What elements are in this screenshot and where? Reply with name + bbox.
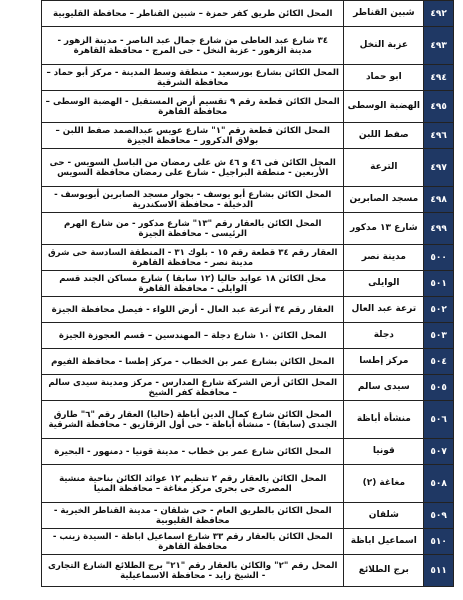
table-row	[42, 529, 454, 555]
address-cell: العقار رقم ٣٤ قطعة رقم ١٥ - بلوك ٣١ - المنطقة السادسة حى شرق مدينة نصر - محافظة القاهرة	[42, 245, 344, 271]
branches-table-body	[42, 1, 454, 587]
row-number-cell: ٥٠٩	[424, 503, 454, 529]
table-row	[42, 91, 454, 123]
branch-name-cell: برج الطلائع	[344, 555, 424, 587]
address-cell: المحل الكائن طريق كفر حمزة – شبين القناطر – محافظة القليوبية	[42, 1, 344, 27]
branch-name-cell: شارع ١٣ مدكور	[344, 213, 424, 245]
row-number-cell: ٤٩٩	[424, 213, 454, 245]
address-cell: ٣٤ شارع عبد العاطى من شارع جمال عبد الناصر - مدينة الزهور - مدينة الزهور - عزبة النخل - حى المرج - محافظة القاهرة	[42, 27, 344, 65]
table-row	[42, 439, 454, 465]
branch-name-cell: مدينة نصر	[344, 245, 424, 271]
address-cell: المحل الكائن قطعة رقم ٩ تقسيم أرض المستقبل - الهضبة الوسطى – محافظة القاهرة	[42, 91, 344, 123]
row-number-cell: ٤٩٧	[424, 149, 454, 187]
table-row	[42, 349, 454, 375]
table-row	[42, 187, 454, 213]
row-number-cell: ٥٠٧	[424, 439, 454, 465]
branch-name-cell: مسجد الصابرين	[344, 187, 424, 213]
row-number-cell: ٥٠٣	[424, 323, 454, 349]
address-cell: المحل الكائن بشارع عمر بن الخطاب - مركز إطسا - محافظة الفيوم	[42, 349, 344, 375]
row-number-cell: ٥٠٥	[424, 375, 454, 401]
row-number-cell: ٤٩٨	[424, 187, 454, 213]
table-row	[42, 297, 454, 323]
row-number-cell: ٤٩٣	[424, 27, 454, 65]
branches-table	[41, 0, 454, 587]
address-cell: المحل الكائن بشارع أبو يوسف - بجوار مسجد الصابرين أبويوسف - الدخيلة - محافظة الاسكندرية	[42, 187, 344, 213]
branch-name-cell: سيدى سالم	[344, 375, 424, 401]
row-number-cell: ٤٩٥	[424, 91, 454, 123]
address-cell: المحل الكائن بالعقار رقم ٢ تنظيم ١٢ عوائد الكائن بناحية منشية المصرى حى بحرى مركز مغاغة – محافظة المنيا	[42, 465, 344, 503]
row-number-cell: ٥١١	[424, 555, 454, 587]
table-row	[42, 27, 454, 65]
branch-name-cell: دجلة	[344, 323, 424, 349]
row-number-cell: ٥٠١	[424, 271, 454, 297]
row-number-cell: ٤٩٤	[424, 65, 454, 91]
branch-name-cell: الوايلى	[344, 271, 424, 297]
row-number-cell: ٥٠٨	[424, 465, 454, 503]
branch-name-cell: عزبة النخل	[344, 27, 424, 65]
address-cell: المحل الكائن بالعقار رقم "١٣" شارع مدكور - من شارع الهرم الرئيسى - محافظة الجيزة	[42, 213, 344, 245]
table-row	[42, 271, 454, 297]
table-row	[42, 375, 454, 401]
branch-name-cell: ترعة عبد العال	[344, 297, 424, 323]
table-row	[42, 401, 454, 439]
table-row	[42, 65, 454, 91]
branch-name-cell: مغاغة (٢)	[344, 465, 424, 503]
table-row	[42, 149, 454, 187]
branch-name-cell: الترعة	[344, 149, 424, 187]
table-row	[42, 465, 454, 503]
table-row	[42, 555, 454, 587]
row-number-cell: ٤٩٦	[424, 123, 454, 149]
row-number-cell: ٤٩٢	[424, 1, 454, 27]
branch-name-cell: منشأة أباظة	[344, 401, 424, 439]
address-cell: المحل الكائن قطعة رقم "١" شارع عويس عبدالصمد صفط اللبن – بولاق الدكرور – محافظة الجيزة	[42, 123, 344, 149]
address-cell: العقار رقم ٣٤ أترعة عبد العال - أرض اللواء - فيصل محافظة الجيزة	[42, 297, 344, 323]
row-number-cell: ٥٠٠	[424, 245, 454, 271]
address-cell: المحل الكائن أرض الشركة شارع المدارس - مركز ومدينة سيدى سالم – محافظة كفر الشيخ	[42, 375, 344, 401]
row-number-cell: ٥٠٢	[424, 297, 454, 323]
table-row	[42, 503, 454, 529]
address-cell: المحل رقم "٢" والكائن بالعقار رقم "٢١" برج الطلائع الشارع التجارى - الشيخ زايد - محافظة الاسماعيلية	[42, 555, 344, 587]
address-cell: محل الكائن ١٨ عوايد حاليا (١٢ سابقا ) شارع مساكن الجند قسم الوايلى - محافظة القاهرة	[42, 271, 344, 297]
table-row	[42, 213, 454, 245]
address-cell: المحل الكائن شارع عمر بن خطاب - مدينة قونيا - دمنهور - البحيرة	[42, 439, 344, 465]
table-row	[42, 1, 454, 27]
branch-name-cell: شلقان	[344, 503, 424, 529]
branch-name-cell: ابو حماد	[344, 65, 424, 91]
row-number-cell: ٥٠٦	[424, 401, 454, 439]
row-number-cell: ٥١٠	[424, 529, 454, 555]
address-cell: المحل الكائن بشارع بورسعيد - منطقة وسط المدينة - مركز أبو حماد – محافظة الشرقية	[42, 65, 344, 91]
address-cell: المحل الكائن بالعقار رقم ٣٣ شارع اسماعيل اباظة - السيدة زينب - محافظة القاهرة	[42, 529, 344, 555]
table-row	[42, 323, 454, 349]
branch-name-cell: شبين القناطر	[344, 1, 424, 27]
address-cell: المحل الكائن فى ٤٦ و ٤٦ ش على رمضان من الباسل السويس - حى الأربعين - منطقة البراجيل - شارع على رمضان محافظة السويس	[42, 149, 344, 187]
branch-name-cell: صفط اللبن	[344, 123, 424, 149]
row-number-cell: ٥٠٤	[424, 349, 454, 375]
branch-name-cell: قونيا	[344, 439, 424, 465]
branch-name-cell: اسماعيل اباظة	[344, 529, 424, 555]
branch-name-cell: الهضبة الوسطى	[344, 91, 424, 123]
address-cell: المحل الكائن ١٠ شارع دجلة – المهندسين – قسم العجوزة الجيزة	[42, 323, 344, 349]
address-cell: المحل الكائن بالطريق العام - حى شلقان - مدينة القناطر الخيرية - محافظة القليوبية	[42, 503, 344, 529]
table-row	[42, 245, 454, 271]
address-cell: المحل الكائن شارع كمال الدين أباظة (حاليا) العقار رقم "٦" طارق الجندى (سابقا) - منشأة أباظة - حى أول الزقازيق - محافظة الشرقية	[42, 401, 344, 439]
table-row	[42, 123, 454, 149]
branch-name-cell: مركز إطسا	[344, 349, 424, 375]
